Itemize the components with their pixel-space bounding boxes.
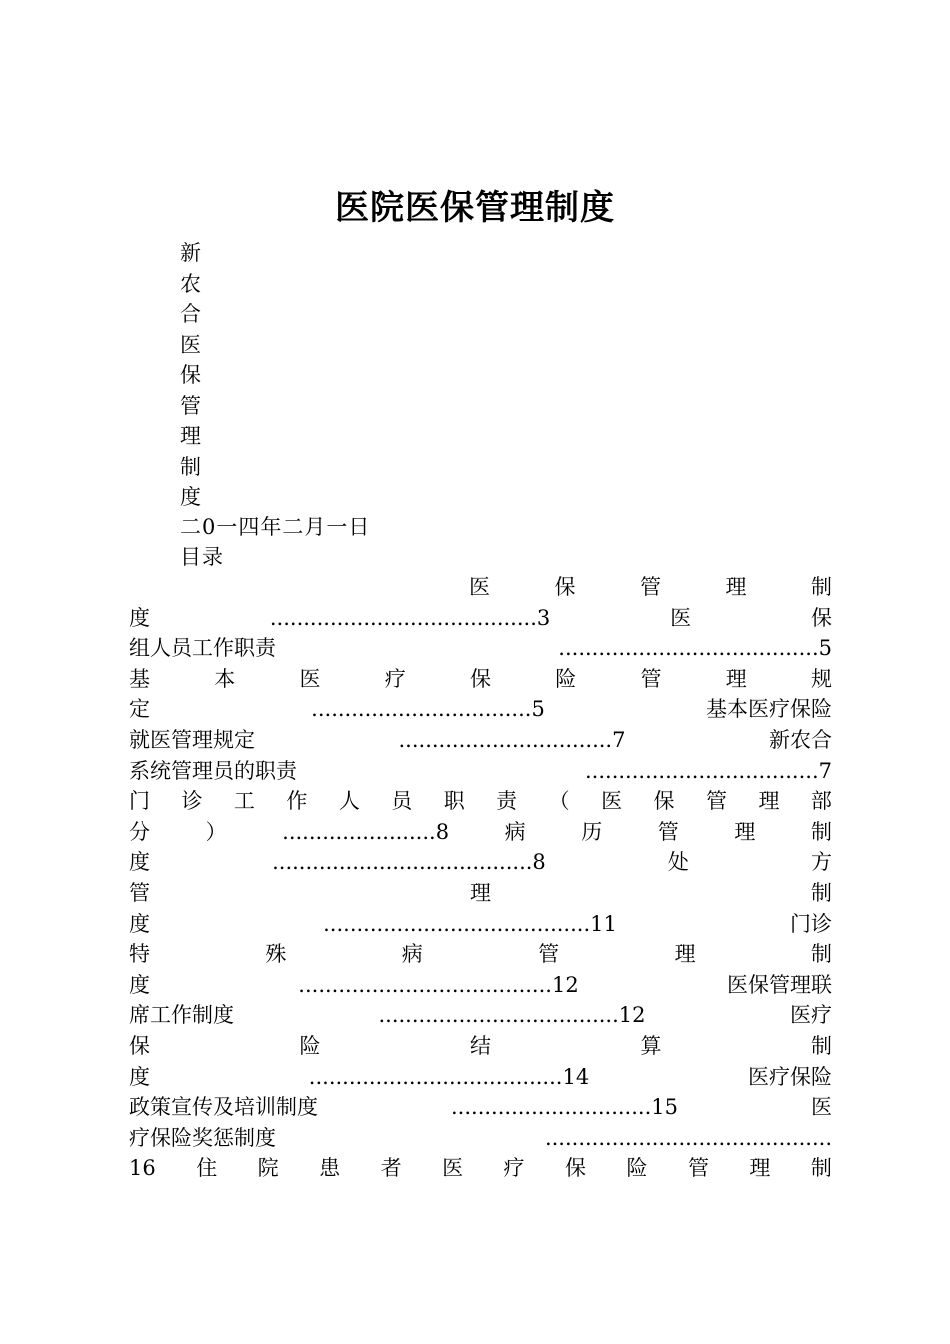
toc-text: 制 [810, 1156, 832, 1181]
toc-text: ........................................3 [269, 605, 551, 630]
toc-text: 者 [380, 1156, 402, 1181]
toc-line [129, 878, 832, 909]
toc-line [129, 756, 832, 787]
toc-text: 门诊 [789, 911, 832, 936]
toc-text: 制 [810, 942, 832, 967]
toc-text: 疗 [384, 666, 406, 691]
toc-text: ......................................14 [308, 1064, 590, 1089]
toc-text: .......................8 [282, 819, 450, 844]
toc-text: ..............................15 [451, 1095, 678, 1120]
toc-line [129, 909, 832, 940]
toc-text: 度 [129, 911, 150, 936]
toc-text: .......................................8 [272, 850, 546, 875]
toc-line [129, 725, 832, 756]
toc-text: 分 [129, 819, 150, 844]
toc-text: 定 [129, 697, 150, 722]
document-date: 二0一四年二月一日 [180, 515, 371, 539]
toc-text: 历 [581, 819, 603, 844]
vertical-title-char: 医 [180, 332, 201, 357]
toc-text: 诊 [181, 789, 203, 814]
toc-line [129, 1092, 832, 1123]
toc-text: .......................................5 [558, 636, 832, 661]
toc-text: 16 [129, 1156, 156, 1181]
toc-text: 保 [470, 666, 491, 691]
toc-text: ................................7 [398, 727, 626, 752]
toc-text: 人 [338, 789, 360, 814]
toc-text: 殊 [265, 942, 287, 967]
toc-text: 席工作制度 [129, 1003, 234, 1028]
toc-text: ........................................11 [323, 911, 617, 936]
toc-text: 门 [129, 789, 150, 814]
toc-text: 管 [687, 1156, 709, 1181]
toc-text: 住 [196, 1156, 218, 1181]
toc-text: 管 [538, 942, 560, 967]
toc-line [129, 572, 832, 603]
vertical-title-char: 新 [180, 241, 201, 265]
table-of-contents [129, 572, 832, 1184]
toc-text: 系统管理员的职责 [129, 758, 297, 783]
toc-text: 理 [725, 575, 747, 599]
toc-text: 员 [391, 789, 413, 814]
toc-text: 新农合 [768, 727, 832, 752]
document-title: 医院医保管理制度 [335, 188, 615, 228]
toc-text: 理 [749, 1156, 771, 1181]
toc-text: 医保管理联 [726, 972, 832, 997]
toc-text: 管 [705, 789, 727, 814]
toc-text: 医 [810, 1095, 832, 1120]
toc-text: 度 [129, 605, 150, 630]
toc-text: 院 [257, 1156, 279, 1181]
toc-heading: 目录 [180, 545, 224, 569]
toc-text: 基本医疗保险 [706, 697, 832, 722]
toc-text: 医疗 [789, 1003, 832, 1028]
toc-text: 制 [811, 1033, 832, 1058]
vertical-title-char: 管 [180, 393, 201, 418]
toc-text: （ [548, 789, 570, 814]
toc-text: 部 [810, 789, 832, 814]
toc-text: 理 [734, 819, 756, 844]
toc-line [129, 1000, 832, 1031]
toc-text: 工 [233, 789, 255, 814]
toc-text: 责 [496, 789, 518, 814]
toc-text: 作 [286, 789, 308, 814]
toc-text: 管 [657, 819, 679, 844]
toc-text: 方 [810, 850, 832, 875]
toc-text: 处 [667, 850, 689, 875]
toc-text: 疗保险奖惩制度 [129, 1125, 276, 1150]
toc-text: 保 [565, 1156, 587, 1181]
toc-text: 理 [470, 880, 491, 905]
toc-text: ......................................12 [298, 972, 579, 997]
toc-text: 管 [129, 880, 150, 905]
toc-line [129, 694, 832, 725]
toc-text: 医 [299, 666, 321, 691]
toc-text: 基 [129, 666, 150, 691]
toc-line [129, 786, 832, 817]
vertical-title-char: 理 [180, 424, 201, 448]
toc-text: ...................................7 [585, 758, 832, 783]
toc-text: 患 [319, 1156, 341, 1181]
toc-text: 本 [214, 666, 236, 691]
toc-text: 保 [653, 789, 675, 814]
toc-line [129, 970, 832, 1001]
toc-line [129, 817, 832, 848]
toc-text: 管 [640, 666, 662, 691]
toc-text: 就医管理规定 [129, 727, 255, 752]
toc-line [129, 1153, 832, 1184]
toc-text: 理 [758, 789, 780, 814]
toc-text: 制 [811, 880, 832, 905]
toc-text: 算 [640, 1033, 662, 1058]
toc-text: 医 [601, 789, 623, 814]
vertical-title-char: 保 [180, 363, 201, 387]
toc-text: 理 [674, 942, 696, 967]
toc-text: 保 [129, 1033, 150, 1058]
toc-text: ....................................12 [378, 1003, 646, 1028]
toc-line [129, 664, 832, 695]
toc-text: 职 [443, 789, 465, 814]
toc-text: 制 [811, 575, 832, 599]
toc-text: 保 [554, 575, 576, 599]
toc-text: 度 [129, 850, 150, 875]
toc-text: 病 [504, 819, 526, 844]
toc-text: 险 [299, 1033, 321, 1058]
toc-line [129, 1123, 832, 1154]
toc-line [129, 603, 832, 634]
toc-text: 度 [129, 1064, 150, 1089]
toc-text: 特 [129, 942, 150, 967]
toc-text: 病 [401, 942, 423, 967]
toc-text: 医 [670, 605, 692, 630]
toc-text: 理 [725, 666, 747, 691]
toc-text: ） [205, 819, 227, 844]
toc-line [129, 633, 832, 664]
vertical-title [180, 238, 210, 513]
toc-text: .................................5 [311, 697, 545, 722]
toc-text: 疗 [503, 1156, 525, 1181]
toc-text: 医 [469, 575, 490, 599]
toc-text: 制 [810, 819, 832, 844]
toc-text: 规 [811, 666, 832, 691]
vertical-title-char: 农 [180, 271, 201, 296]
vertical-title-char: 合 [180, 302, 201, 326]
toc-text: 险 [626, 1156, 648, 1181]
toc-text: 险 [555, 666, 577, 691]
toc-line [129, 1062, 832, 1093]
toc-text: 医疗保险 [747, 1064, 832, 1089]
toc-text: 度 [129, 972, 150, 997]
toc-line [129, 939, 832, 970]
toc-line [129, 1031, 832, 1062]
toc-text: 结 [470, 1033, 491, 1058]
toc-text: 组人员工作职责 [129, 636, 276, 661]
vertical-title-char: 制 [180, 454, 201, 479]
toc-text: 保 [811, 605, 832, 630]
toc-text: 政策宣传及培训制度 [129, 1095, 318, 1120]
toc-text: ........................................... [544, 1125, 832, 1150]
vertical-title-char: 度 [180, 485, 201, 509]
toc-text: 管 [640, 575, 661, 599]
toc-text: 医 [442, 1156, 464, 1181]
toc-line [129, 847, 832, 878]
